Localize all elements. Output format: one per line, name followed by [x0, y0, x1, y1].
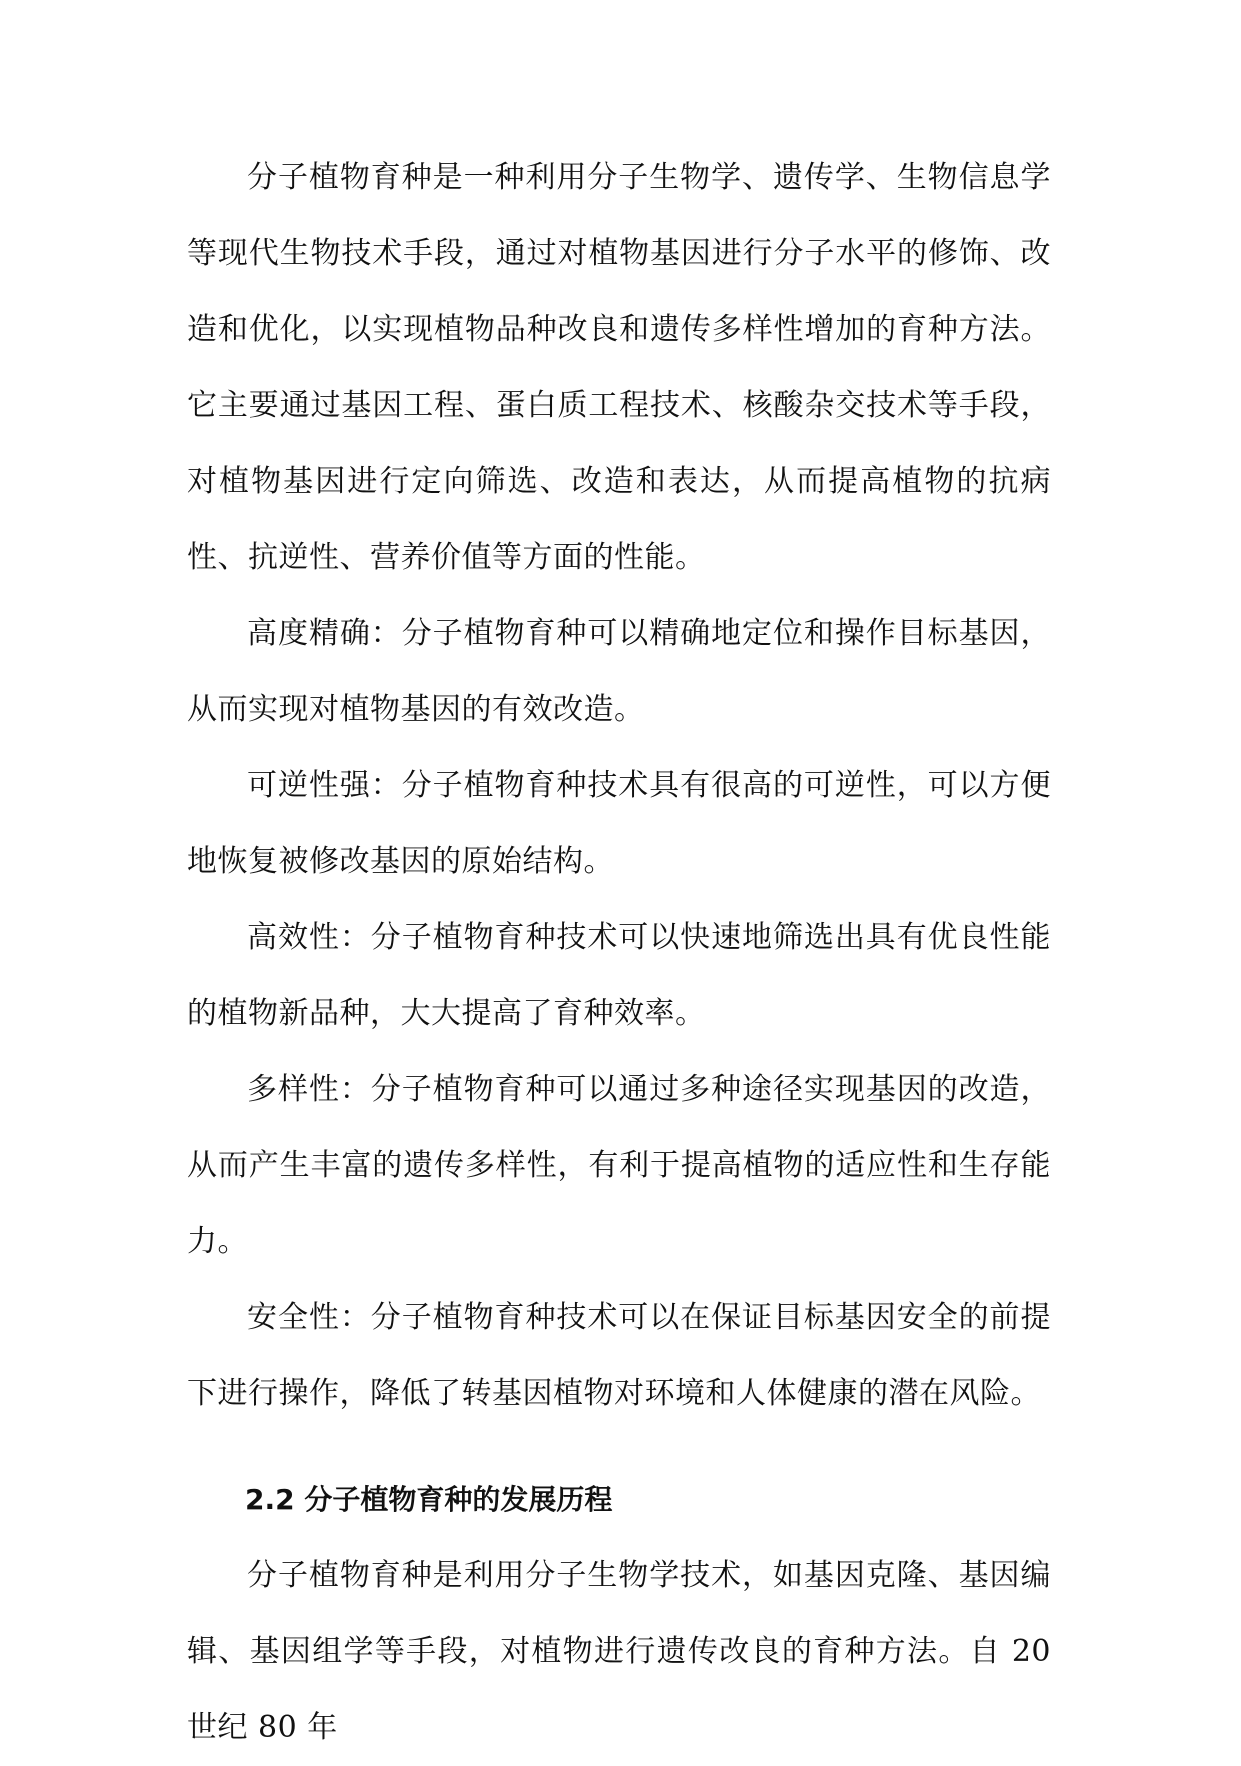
paragraph-diversity: 多样性：分子植物育种可以通过多种途径实现基因的改造，从而产生丰富的遗传多样性，有利于提高植物的适应性和生存能力。	[187, 1072, 1051, 1259]
paragraph-history: 分子植物育种是利用分子生物学技术，如基因克隆、基因编辑、基因组学等手段，对植物进行遗传改良的育种方法。自 20 世纪 80 年	[187, 1558, 1051, 1745]
paragraph-efficiency: 高效性：分子植物育种技术可以快速地筛选出具有优良性能的植物新品种，大大提高了育种效率。	[187, 920, 1051, 1031]
paragraph-safety: 安全性：分子植物育种技术可以在保证目标基因安全的前提下进行操作，降低了转基因植物对环境和人体健康的潜在风险。	[187, 1300, 1051, 1411]
section-heading: 2.2 分子植物育种的发展历程	[245, 1483, 613, 1516]
paragraph-definition: 分子植物育种是一种利用分子生物学、遗传学、生物信息学等现代生物技术手段，通过对植物基因进行分子水平的修饰、改造和优化，以实现植物品种改良和遗传多样性增加的育种方法。它主要通过基因工程、蛋白质工程技术、核酸杂交技术等手段，对植物基因进行定向筛选、改造和表达，从而提高植物的抗病性、抗逆性、营养价值等方面的性能。	[187, 160, 1051, 575]
paragraph-reversibility: 可逆性强：分子植物育种技术具有很高的可逆性，可以方便地恢复被修改基因的原始结构。	[187, 768, 1051, 879]
document-page	[187, 140, 1051, 1766]
paragraph-high-precision: 高度精确：分子植物育种可以精确地定位和操作目标基因，从而实现对植物基因的有效改造。	[187, 616, 1051, 727]
